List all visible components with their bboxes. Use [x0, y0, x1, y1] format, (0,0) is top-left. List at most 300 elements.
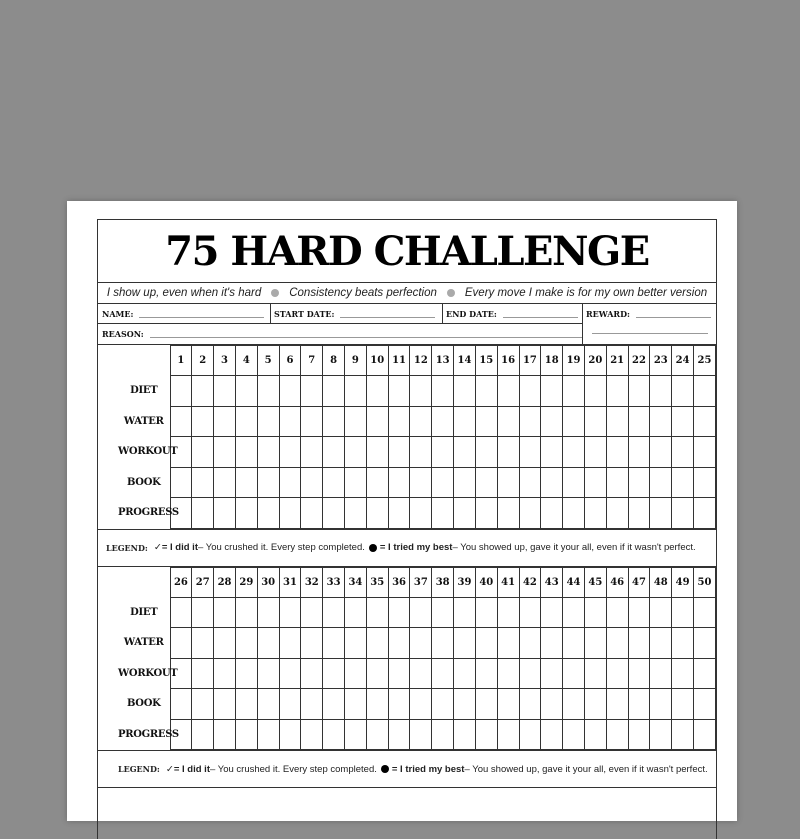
checkbox-cell[interactable]	[454, 376, 476, 407]
day-number: 6	[279, 346, 301, 376]
checkbox-cell[interactable]	[519, 498, 541, 529]
page-title: 75 HARD CHALLENGE	[98, 220, 716, 283]
checkbox-cell[interactable]	[584, 719, 606, 750]
habit-label: WORKOUT	[98, 658, 170, 689]
habit-row	[98, 689, 716, 720]
checkbox-cell[interactable]	[214, 719, 236, 750]
checkbox-cell[interactable]	[301, 498, 323, 529]
checkbox-cell[interactable]	[475, 498, 497, 529]
checkbox-cell[interactable]	[432, 628, 454, 659]
legend-did-desc: – You crushed it. Every step completed.	[209, 763, 377, 775]
reason-field[interactable]	[98, 324, 582, 344]
day-number: 44	[563, 567, 585, 597]
checkbox-cell[interactable]	[541, 628, 563, 659]
day-number: 17	[519, 346, 541, 376]
checkbox-cell[interactable]	[606, 467, 628, 498]
checkbox-cell[interactable]	[519, 376, 541, 407]
habit-row	[98, 658, 716, 689]
checkbox-cell[interactable]	[214, 597, 236, 628]
habit-label: BOOK	[98, 467, 170, 498]
checkbox-cell[interactable]	[345, 628, 367, 659]
checkbox-cell[interactable]	[650, 467, 672, 498]
checkbox-cell[interactable]	[366, 597, 388, 628]
end-date-line	[503, 316, 578, 318]
checkbox-cell[interactable]	[170, 628, 192, 659]
checkbox-cell[interactable]	[257, 376, 279, 407]
checkbox-cell[interactable]	[214, 498, 236, 529]
checkbox-cell[interactable]	[432, 376, 454, 407]
checkbox-cell[interactable]	[584, 597, 606, 628]
checkbox-cell[interactable]	[214, 628, 236, 659]
checkbox-cell[interactable]	[628, 658, 650, 689]
checkbox-cell[interactable]	[497, 658, 519, 689]
habit-row	[98, 467, 716, 498]
reward-field[interactable]	[582, 304, 716, 324]
checkbox-cell[interactable]	[214, 406, 236, 437]
day-number: 26	[170, 567, 192, 597]
checkbox-cell[interactable]	[345, 689, 367, 720]
checkbox-cell[interactable]	[694, 437, 716, 468]
checkbox-cell[interactable]	[475, 406, 497, 437]
checkbox-cell[interactable]	[388, 658, 410, 689]
checkbox-cell[interactable]	[628, 376, 650, 407]
checkbox-cell[interactable]	[454, 597, 476, 628]
day-number: 46	[606, 567, 628, 597]
checkbox-cell[interactable]	[475, 467, 497, 498]
checkbox-cell[interactable]	[541, 658, 563, 689]
checkbox-cell[interactable]	[257, 467, 279, 498]
checkbox-cell[interactable]	[497, 467, 519, 498]
checkbox-cell[interactable]	[410, 689, 432, 720]
checkbox-cell[interactable]	[192, 437, 214, 468]
checkbox-cell[interactable]	[541, 467, 563, 498]
checkbox-cell[interactable]	[606, 628, 628, 659]
checkbox-cell[interactable]	[301, 597, 323, 628]
checkbox-cell[interactable]	[650, 719, 672, 750]
checkbox-cell[interactable]	[279, 689, 301, 720]
checkbox-cell[interactable]	[192, 498, 214, 529]
checkbox-cell[interactable]	[475, 437, 497, 468]
checkbox-cell[interactable]	[301, 719, 323, 750]
checkbox-cell[interactable]	[584, 467, 606, 498]
checkbox-cell[interactable]	[388, 376, 410, 407]
checkbox-cell[interactable]	[694, 689, 716, 720]
checkbox-cell[interactable]	[366, 467, 388, 498]
habit-row	[98, 719, 716, 750]
checkbox-cell[interactable]	[628, 689, 650, 720]
checkbox-cell[interactable]	[650, 376, 672, 407]
checkbox-cell[interactable]	[650, 597, 672, 628]
checkbox-cell[interactable]	[432, 467, 454, 498]
checkbox-cell[interactable]	[541, 406, 563, 437]
checkbox-cell[interactable]	[584, 628, 606, 659]
checkbox-cell[interactable]	[432, 498, 454, 529]
checkbox-cell[interactable]	[628, 467, 650, 498]
checkbox-cell[interactable]	[388, 628, 410, 659]
checkbox-cell[interactable]	[563, 628, 585, 659]
checkbox-cell[interactable]	[410, 467, 432, 498]
checkbox-cell[interactable]	[235, 376, 257, 407]
info-divider	[98, 323, 582, 324]
checkbox-cell[interactable]	[301, 406, 323, 437]
checkbox-cell[interactable]	[301, 689, 323, 720]
checkbox-cell[interactable]	[279, 628, 301, 659]
filled-dot-icon	[369, 544, 377, 552]
checkbox-cell[interactable]	[519, 467, 541, 498]
checkbox-cell[interactable]	[672, 376, 694, 407]
checkbox-cell[interactable]	[694, 658, 716, 689]
checkbox-cell[interactable]	[497, 437, 519, 468]
day-number: 43	[541, 567, 563, 597]
checkbox-cell[interactable]	[366, 689, 388, 720]
checkbox-cell[interactable]	[563, 376, 585, 407]
checkbox-cell[interactable]	[192, 658, 214, 689]
checkbox-cell[interactable]	[214, 376, 236, 407]
checkbox-cell[interactable]	[214, 467, 236, 498]
checkbox-cell[interactable]	[519, 719, 541, 750]
day-number: 28	[214, 567, 236, 597]
checkbox-cell[interactable]	[497, 719, 519, 750]
end-date-field[interactable]	[442, 304, 582, 324]
day-number: 48	[650, 567, 672, 597]
checkbox-cell[interactable]	[584, 658, 606, 689]
mottos-bar	[98, 283, 716, 304]
checkbox-cell[interactable]	[410, 437, 432, 468]
checkbox-cell[interactable]	[454, 628, 476, 659]
checkbox-cell[interactable]	[323, 437, 345, 468]
checkbox-cell[interactable]	[475, 597, 497, 628]
habit-label: PROGRESS	[98, 498, 170, 529]
checkbox-cell[interactable]	[323, 498, 345, 529]
bullet-dot-icon	[271, 289, 279, 297]
checkbox-cell[interactable]	[650, 406, 672, 437]
checkbox-cell[interactable]	[388, 406, 410, 437]
day-number: 18	[541, 346, 563, 376]
checkbox-cell[interactable]	[650, 437, 672, 468]
checkbox-cell[interactable]	[432, 597, 454, 628]
checkbox-cell[interactable]	[279, 658, 301, 689]
checkbox-cell[interactable]	[323, 467, 345, 498]
checkbox-cell[interactable]	[410, 628, 432, 659]
checkbox-cell[interactable]	[388, 689, 410, 720]
checkbox-cell[interactable]	[672, 658, 694, 689]
checkbox-cell[interactable]	[192, 719, 214, 750]
checkbox-cell[interactable]	[410, 719, 432, 750]
day-number: 39	[454, 567, 476, 597]
day-number: 47	[628, 567, 650, 597]
checkbox-cell[interactable]	[366, 719, 388, 750]
checkbox-cell[interactable]	[563, 689, 585, 720]
name-field[interactable]	[98, 304, 270, 324]
checkbox-cell[interactable]	[584, 406, 606, 437]
checkbox-cell[interactable]	[584, 498, 606, 529]
checkbox-cell[interactable]	[192, 376, 214, 407]
checkbox-cell[interactable]	[584, 376, 606, 407]
checkbox-cell[interactable]	[410, 498, 432, 529]
checkbox-cell[interactable]	[497, 689, 519, 720]
checkbox-cell[interactable]	[192, 597, 214, 628]
checkbox-cell[interactable]	[497, 406, 519, 437]
checkbox-cell[interactable]	[323, 689, 345, 720]
checkbox-cell[interactable]	[694, 467, 716, 498]
checkbox-cell[interactable]	[345, 437, 367, 468]
checkbox-cell[interactable]	[345, 498, 367, 529]
checkbox-cell[interactable]	[388, 597, 410, 628]
checkbox-cell[interactable]	[432, 689, 454, 720]
day-number: 50	[694, 567, 716, 597]
habit-label: BOOK	[98, 689, 170, 720]
checkbox-cell[interactable]	[345, 406, 367, 437]
checkbox-cell[interactable]	[584, 689, 606, 720]
checkbox-cell[interactable]	[432, 437, 454, 468]
checkbox-cell[interactable]	[606, 597, 628, 628]
checkbox-cell[interactable]	[672, 406, 694, 437]
checkbox-cell[interactable]	[410, 406, 432, 437]
checkbox-cell[interactable]	[366, 376, 388, 407]
checkbox-cell[interactable]	[257, 498, 279, 529]
checkbox-cell[interactable]	[257, 719, 279, 750]
checkbox-cell[interactable]	[606, 689, 628, 720]
checkbox-cell[interactable]	[345, 597, 367, 628]
checkbox-cell[interactable]	[606, 658, 628, 689]
checkbox-cell[interactable]	[563, 658, 585, 689]
checkbox-cell[interactable]	[388, 437, 410, 468]
checkbox-cell[interactable]	[454, 467, 476, 498]
checkbox-cell[interactable]	[497, 597, 519, 628]
checkbox-cell[interactable]	[672, 467, 694, 498]
checkbox-cell[interactable]	[519, 437, 541, 468]
checkbox-cell[interactable]	[628, 597, 650, 628]
start-date-label: START DATE:	[274, 309, 335, 319]
checkbox-cell[interactable]	[475, 689, 497, 720]
checkbox-cell[interactable]	[235, 719, 257, 750]
checkbox-cell[interactable]	[541, 376, 563, 407]
checkbox-cell[interactable]	[694, 597, 716, 628]
checkbox-cell[interactable]	[279, 467, 301, 498]
checkbox-cell[interactable]	[410, 597, 432, 628]
checkbox-cell[interactable]	[606, 498, 628, 529]
checkbox-cell[interactable]	[497, 376, 519, 407]
checkbox-cell[interactable]	[301, 467, 323, 498]
checkbox-cell[interactable]	[650, 628, 672, 659]
checkbox-cell[interactable]	[257, 597, 279, 628]
checkbox-cell[interactable]	[366, 498, 388, 529]
checkbox-cell[interactable]	[563, 437, 585, 468]
checkbox-cell[interactable]	[475, 658, 497, 689]
day-number: 27	[192, 567, 214, 597]
checkbox-cell[interactable]	[235, 467, 257, 498]
motto-2: Consistency beats perfection	[289, 287, 437, 299]
checkbox-cell[interactable]	[301, 658, 323, 689]
checkbox-cell[interactable]	[192, 406, 214, 437]
info-divider	[582, 304, 583, 344]
day-number: 10	[366, 346, 388, 376]
checkbox-cell[interactable]	[628, 719, 650, 750]
checkbox-cell[interactable]	[279, 498, 301, 529]
checkbox-cell[interactable]	[519, 658, 541, 689]
habit-label: DIET	[98, 376, 170, 407]
reward-line-2	[592, 333, 708, 334]
checkbox-cell[interactable]	[366, 628, 388, 659]
checkbox-cell[interactable]	[672, 597, 694, 628]
checkbox-cell[interactable]	[323, 597, 345, 628]
checkbox-cell[interactable]	[170, 597, 192, 628]
day-number: 4	[235, 346, 257, 376]
checkbox-cell[interactable]	[519, 628, 541, 659]
name-line	[139, 316, 264, 318]
checkbox-cell[interactable]	[345, 467, 367, 498]
checkbox-cell[interactable]	[301, 376, 323, 407]
checkbox-cell[interactable]	[323, 376, 345, 407]
checkbox-cell[interactable]	[454, 498, 476, 529]
checkbox-cell[interactable]	[454, 437, 476, 468]
checkbox-cell[interactable]	[563, 719, 585, 750]
checkbox-cell[interactable]	[235, 498, 257, 529]
checkbox-cell[interactable]	[650, 498, 672, 529]
info-divider	[442, 304, 443, 324]
checkbox-cell[interactable]	[257, 689, 279, 720]
checkbox-cell[interactable]	[432, 406, 454, 437]
habit-label: DIET	[98, 597, 170, 628]
checkbox-cell[interactable]	[432, 658, 454, 689]
checkbox-cell[interactable]	[519, 597, 541, 628]
checkbox-cell[interactable]	[170, 406, 192, 437]
checkbox-cell[interactable]	[192, 689, 214, 720]
checkbox-cell[interactable]	[628, 628, 650, 659]
checkbox-cell[interactable]	[628, 498, 650, 529]
checkbox-cell[interactable]	[410, 658, 432, 689]
habit-label: WORKOUT	[98, 437, 170, 468]
checkbox-cell[interactable]	[694, 376, 716, 407]
day-number: 30	[257, 567, 279, 597]
checkbox-cell[interactable]	[606, 376, 628, 407]
day-number: 40	[475, 567, 497, 597]
checkbox-cell[interactable]	[388, 467, 410, 498]
checkbox-cell[interactable]	[388, 498, 410, 529]
checkbox-cell[interactable]	[257, 628, 279, 659]
checkbox-cell[interactable]	[672, 498, 694, 529]
checkbox-cell[interactable]	[235, 437, 257, 468]
checkbox-cell[interactable]	[694, 498, 716, 529]
checkbox-cell[interactable]	[497, 628, 519, 659]
checkbox-cell[interactable]	[694, 719, 716, 750]
checkbox-cell[interactable]	[606, 719, 628, 750]
checkbox-cell[interactable]	[694, 628, 716, 659]
checkbox-cell[interactable]	[235, 628, 257, 659]
checkbox-cell[interactable]	[257, 658, 279, 689]
checkbox-cell[interactable]	[606, 406, 628, 437]
checkbox-cell[interactable]	[279, 376, 301, 407]
checkbox-cell[interactable]	[563, 498, 585, 529]
checkbox-cell[interactable]	[541, 689, 563, 720]
checkbox-cell[interactable]	[454, 406, 476, 437]
checkbox-cell[interactable]	[672, 719, 694, 750]
checkbox-cell[interactable]	[192, 628, 214, 659]
checkbox-cell[interactable]	[541, 597, 563, 628]
checkbox-cell[interactable]	[279, 437, 301, 468]
checkbox-cell[interactable]	[519, 406, 541, 437]
checkbox-cell[interactable]	[345, 658, 367, 689]
checkbox-cell[interactable]	[475, 376, 497, 407]
checkbox-cell[interactable]	[672, 437, 694, 468]
day-number: 23	[650, 346, 672, 376]
checkbox-cell[interactable]	[519, 689, 541, 720]
checkbox-cell[interactable]	[497, 498, 519, 529]
checkbox-cell[interactable]	[235, 597, 257, 628]
checkbox-cell[interactable]	[214, 658, 236, 689]
checkbox-cell[interactable]	[366, 437, 388, 468]
start-date-field[interactable]	[270, 304, 442, 324]
checkbox-cell[interactable]	[345, 719, 367, 750]
checkbox-cell[interactable]	[475, 628, 497, 659]
checkbox-cell[interactable]	[170, 376, 192, 407]
checkbox-cell[interactable]	[301, 437, 323, 468]
checkbox-cell[interactable]	[301, 628, 323, 659]
checkbox-cell[interactable]	[235, 689, 257, 720]
day-number: 9	[345, 346, 367, 376]
legend-title: LEGEND:	[106, 542, 148, 553]
checkbox-cell[interactable]	[628, 437, 650, 468]
checkbox-cell[interactable]	[563, 406, 585, 437]
day-number: 22	[628, 346, 650, 376]
checkbox-cell[interactable]	[650, 658, 672, 689]
checkbox-cell[interactable]	[541, 498, 563, 529]
checkbox-cell[interactable]	[214, 437, 236, 468]
checkbox-cell[interactable]	[345, 376, 367, 407]
checkbox-cell[interactable]	[563, 597, 585, 628]
checkbox-cell[interactable]	[192, 467, 214, 498]
checkbox-cell[interactable]	[366, 658, 388, 689]
checkbox-cell[interactable]	[323, 628, 345, 659]
checkbox-cell[interactable]	[454, 658, 476, 689]
info-divider	[270, 304, 271, 324]
checkbox-cell[interactable]	[475, 719, 497, 750]
checkbox-cell[interactable]	[410, 376, 432, 407]
checkbox-cell[interactable]	[388, 719, 410, 750]
checkbox-cell[interactable]	[694, 406, 716, 437]
checkbox-cell[interactable]	[235, 406, 257, 437]
checkbox-cell[interactable]	[541, 719, 563, 750]
checkbox-cell[interactable]	[606, 437, 628, 468]
checkbox-cell[interactable]	[257, 437, 279, 468]
checkbox-cell[interactable]	[541, 437, 563, 468]
checkbox-cell[interactable]	[214, 689, 236, 720]
checkbox-cell[interactable]	[323, 406, 345, 437]
checkbox-cell[interactable]	[563, 467, 585, 498]
checkbox-cell[interactable]	[672, 628, 694, 659]
checkbox-cell[interactable]	[323, 658, 345, 689]
checkbox-cell[interactable]	[454, 689, 476, 720]
checkbox-cell[interactable]	[650, 689, 672, 720]
checkbox-cell[interactable]	[279, 719, 301, 750]
checkbox-cell[interactable]	[257, 406, 279, 437]
checkbox-cell[interactable]	[628, 406, 650, 437]
checkbox-cell[interactable]	[584, 437, 606, 468]
day-number: 33	[323, 567, 345, 597]
checkbox-cell[interactable]	[366, 406, 388, 437]
checkbox-cell[interactable]	[323, 719, 345, 750]
checkbox-cell[interactable]	[279, 406, 301, 437]
checkbox-cell[interactable]	[170, 689, 192, 720]
checkbox-cell[interactable]	[279, 597, 301, 628]
day-number: 36	[388, 567, 410, 597]
checkbox-cell[interactable]	[235, 658, 257, 689]
checkbox-cell[interactable]	[672, 689, 694, 720]
day-number: 19	[563, 346, 585, 376]
checkbox-cell[interactable]	[432, 719, 454, 750]
checkbox-cell[interactable]	[170, 467, 192, 498]
checkbox-cell[interactable]	[454, 719, 476, 750]
